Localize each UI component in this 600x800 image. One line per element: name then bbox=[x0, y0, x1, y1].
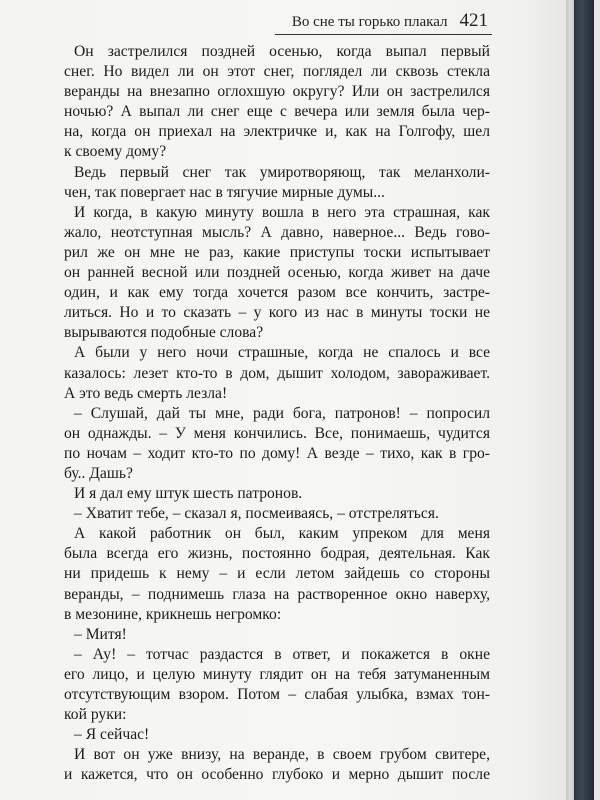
text-line: один, и как ему тогда хочется разом все кончить, застре- bbox=[64, 284, 490, 302]
text-line: Ведь первый снег так умиротворяющ, так меланхоли- bbox=[74, 163, 490, 181]
running-title: Во сне ты горько плакал bbox=[291, 14, 448, 30]
text-line: казалось: лезет кто-то в дом, дышит холодом, завораживает. bbox=[64, 364, 490, 382]
text-line: – Хватит тебе, – сказал я, посмеиваясь, – отстреляться. bbox=[74, 505, 439, 523]
text-line: по ночам – ходит кто-то по дому! А везде – тихо, как в гро- bbox=[64, 444, 490, 462]
text-line: А какой работник он был, каким упреком для меня bbox=[74, 525, 490, 543]
text-line: он однажды. – У меня кончились. Все, понимаешь, чудится bbox=[64, 424, 490, 442]
text-line: – Слушай, дай ты мне, ради бога, патронов! – попросил bbox=[74, 404, 490, 422]
text-line: вырываются подобные слова? bbox=[64, 324, 264, 342]
background-surface bbox=[594, 0, 600, 800]
text-line: и кажется, что он особенно глубоко и мерно дышит после bbox=[64, 766, 490, 784]
text-line: снег. Но видел ли он этот снег, поглядел ли сквозь стекла bbox=[64, 63, 490, 81]
text-line: рил же он мне не раз, какие приступы тоски испытывает bbox=[64, 243, 490, 261]
text-line: в мезонине, крикнешь негромко: bbox=[64, 605, 282, 623]
body-text bbox=[64, 42, 490, 785]
text-line: ночью? А выпал ли снег еще с вечера или земля была чер- bbox=[64, 103, 490, 121]
text-line: – Я сейчас! bbox=[74, 726, 150, 744]
text-line: – Ау! – тотчас раздастся в ответ, и покажется в окне bbox=[74, 645, 490, 663]
text-line: ни придешь к нему – и если летом зайдешь со стороны bbox=[64, 565, 490, 583]
text-line: веранды на внезапно оглохшую округу? Или он застрелился bbox=[64, 83, 490, 101]
text-line: Он застрелился поздней осенью, когда выпал первый bbox=[74, 43, 490, 60]
text-line: была всегда его жизнь, постоянно бодрая, деятельная. Как bbox=[64, 545, 490, 563]
text-line: он ранней весной или поздней осенью, когда живет на даче bbox=[64, 264, 490, 282]
text-line: веранды, – поднимешь глаза на растворенное окно наверху, bbox=[64, 585, 490, 603]
text-line: литься. Но и то сказать – у кого из нас в минуты тоски не bbox=[64, 304, 490, 322]
text-line: к своему дому? bbox=[64, 143, 167, 161]
running-head bbox=[292, 10, 488, 32]
text-line: А были у него ночи страшные, когда не спалось и все bbox=[74, 344, 490, 362]
text-line: – Митя! bbox=[74, 625, 127, 643]
text-line: И я дал ему штук шесть патронов. bbox=[74, 485, 303, 503]
text-line: чен, так повергает нас в тягучие мирные думы... bbox=[64, 183, 385, 201]
text-line: кой руки: bbox=[64, 706, 127, 724]
text-line: его лицо, и целую минуту глядит он на тебя затуманенным bbox=[64, 665, 490, 683]
book-cover-edge bbox=[574, 0, 596, 800]
text-line: А это ведь смерть лезла! bbox=[64, 384, 228, 402]
text-line: жало, неотступная мысль? А давно, наверное... Ведь гово- bbox=[64, 223, 490, 241]
header-rule bbox=[275, 34, 492, 35]
text-line: бу.. Дашь? bbox=[64, 464, 133, 482]
page-number: 421 bbox=[459, 10, 488, 31]
text-line: И когда, в какую минуту вошла в него эта страшная, как bbox=[74, 203, 490, 221]
text-line: на, когда он приехал на электричке и, как на Голгофу, шел bbox=[64, 123, 490, 141]
text-line: отсутствующим взором. Потом – слабая улыбка, взмах тон- bbox=[64, 686, 490, 703]
text-line: И вот он уже внизу, на веранде, в своем грубом свитере, bbox=[74, 746, 490, 764]
